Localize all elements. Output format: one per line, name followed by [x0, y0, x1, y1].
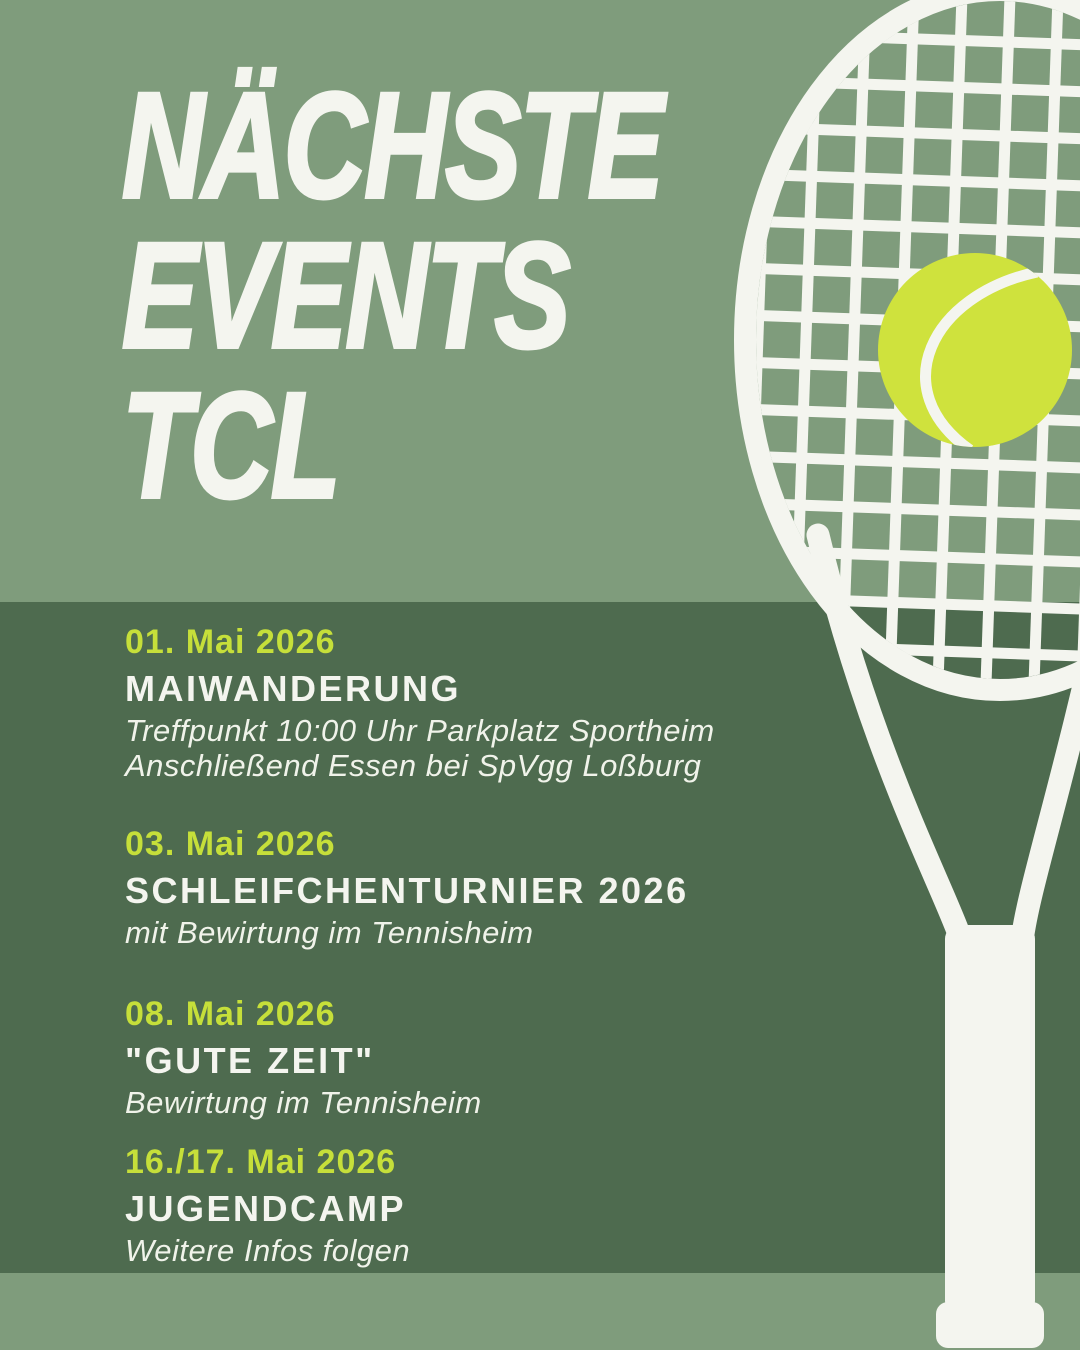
event-date: 01. Mai 2026: [125, 623, 336, 661]
racket-handle: [936, 925, 1044, 1348]
headline-line-2: EVENTS: [122, 211, 569, 379]
event-detail: Treffpunkt 10:00 Uhr Parkplatz Sportheim: [125, 713, 715, 748]
event-title: "GUTE ZEIT": [125, 1040, 375, 1081]
event-detail: Bewirtung im Tennisheim: [125, 1085, 482, 1120]
event-schleifchenturnier: [125, 822, 905, 950]
event-title: JUGENDCAMP: [125, 1188, 407, 1229]
event-detail: Weitere Infos folgen: [125, 1233, 411, 1268]
event-date: 08. Mai 2026: [125, 995, 336, 1033]
event-title: MAIWANDERUNG: [125, 668, 461, 709]
event-title: SCHLEIFCHENTURNIER 2026: [125, 870, 689, 911]
headline-line-1: NÄCHSTE: [122, 61, 663, 229]
event-date: 03. Mai 2026: [125, 825, 336, 863]
event-gute-zeit: [125, 992, 905, 1120]
event-detail: mit Bewirtung im Tennisheim: [125, 915, 534, 950]
event-date: 16./17. Mai 2026: [125, 1143, 397, 1181]
racket-butt-cap: [936, 1302, 1044, 1348]
poster-headline: [122, 61, 663, 529]
event-maiwanderung: [125, 620, 905, 783]
headline-line-3: TCL: [122, 361, 340, 529]
event-jugendcamp: [125, 1140, 905, 1268]
event-detail: Anschließend Essen bei SpVgg Loßburg: [125, 748, 702, 783]
